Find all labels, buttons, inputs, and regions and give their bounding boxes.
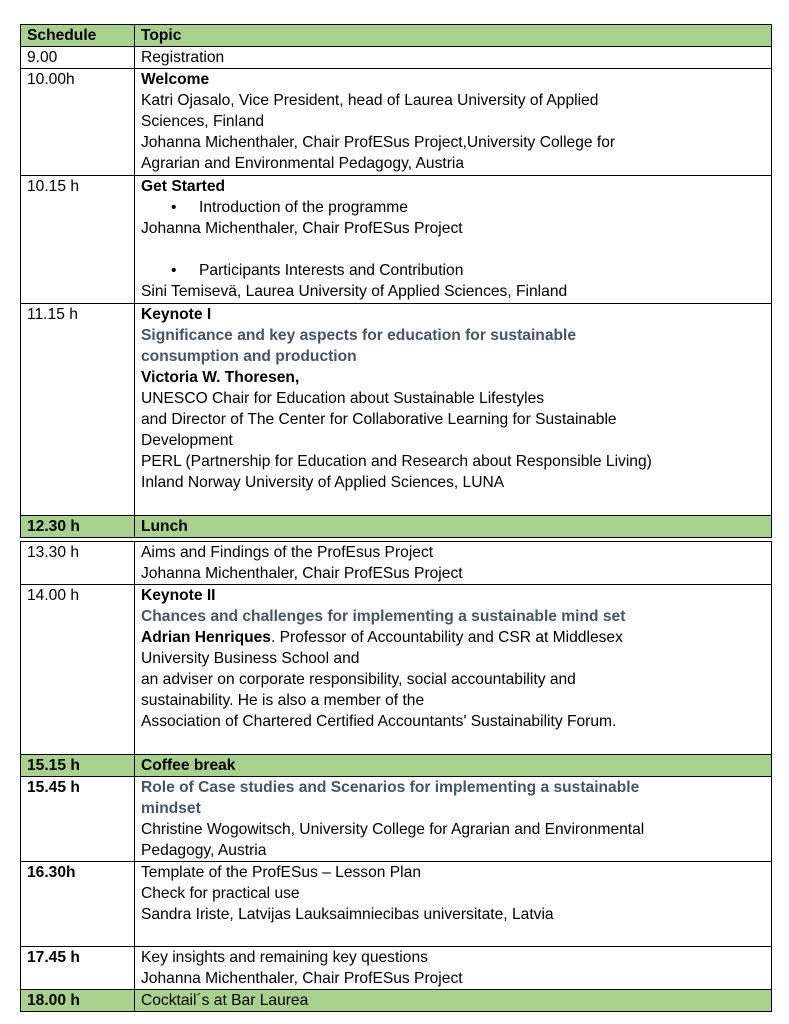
blank-line [141, 239, 771, 260]
speaker-line [141, 627, 771, 648]
keynote-title: consumption and production [141, 348, 357, 365]
bullet-icon: • [171, 262, 177, 279]
topic-line: an adviser on corporate responsibility, social accountability and [141, 671, 576, 688]
speaker-name: Victoria W. Thoresen, [141, 369, 300, 386]
table-row [21, 585, 772, 755]
header-row [21, 25, 772, 47]
topic-line: Sini Temisevä, Laurea University of Applied Sciences, Finland [141, 283, 568, 300]
time-cell: 13.30 h [21, 542, 135, 585]
time-cell: 17.45 h [21, 947, 135, 990]
time-cell: 10.15 h [21, 176, 135, 304]
speaker-name: Adrian Henriques [141, 629, 271, 646]
topic-cell: Lunch [135, 516, 772, 538]
table-row [21, 542, 772, 585]
topic-line: Johanna Michenthaler, Chair ProfESus Project,University College for [141, 134, 616, 151]
session-title: Get Started [141, 178, 226, 195]
topic-line: Association of Chartered Certified Accountants' Sustainability Forum. [141, 713, 617, 730]
bullet-item [141, 197, 771, 218]
session-title: Role of Case studies and Scenarios for implementing a sustainable [141, 779, 640, 796]
table-row [21, 516, 772, 538]
time-cell: 14.00 h [21, 585, 135, 755]
topic-cell [135, 585, 772, 755]
topic-cell [135, 47, 772, 69]
table-row [21, 304, 772, 516]
keynote-title: Chances and challenges for implementing a sustainable mind set [141, 608, 626, 625]
topic-cell [135, 304, 772, 516]
topic-line: Sandra Iriste, Latvijas Lauksaimniecibas universitate, Latvia [141, 906, 554, 923]
time-cell: 15.45 h [21, 777, 135, 862]
table-row [21, 755, 772, 777]
table-row [21, 947, 772, 990]
topic-line: UNESCO Chair for Education about Sustainable Lifestyles [141, 390, 545, 407]
bullet-icon: • [171, 199, 177, 216]
time-cell: 15.15 h [21, 755, 135, 777]
bullet-text: Participants Interests and Contribution [199, 262, 464, 279]
session-title: Keynote I [141, 306, 212, 323]
topic-line: sustainability. He is also a member of the [141, 692, 425, 709]
bullet-text: Introduction of the programme [199, 199, 408, 216]
table-row [21, 990, 772, 1012]
time-cell: 12.30 h [21, 516, 135, 538]
time-cell: 9.00 [21, 47, 135, 69]
schedule-table [20, 24, 772, 1012]
schedule-header: Schedule [21, 25, 135, 47]
topic-cell [135, 176, 772, 304]
table-row [21, 47, 772, 69]
topic-line: Check for practical use [141, 885, 300, 902]
topic-cell [135, 947, 772, 990]
topic-cell [135, 777, 772, 862]
time-cell: 11.15 h [21, 304, 135, 516]
speaker-description: . Professor of Accountability and CSR at Middlesex [270, 629, 623, 646]
keynote-title: Significance and key aspects for education for sustainable [141, 327, 577, 344]
table-row [21, 176, 772, 304]
topic-line: Johanna Michenthaler, Chair ProfESus Project [141, 970, 463, 987]
topic-line: Registration [141, 49, 225, 66]
bullet-item [141, 260, 771, 281]
topic-cell [135, 69, 772, 176]
topic-line: Key insights and remaining key questions [141, 949, 428, 966]
session-title: mindset [141, 800, 201, 817]
topic-line: Katri Ojasalo, Vice President, head of Laurea University of Applied [141, 92, 599, 109]
topic-line: Inland Norway University of Applied Sciences, LUNA [141, 474, 505, 491]
time-cell: 16.30h [21, 862, 135, 947]
table-row [21, 862, 772, 947]
topic-line: Christine Wogowitsch, University College for Agrarian and Environmental [141, 821, 645, 838]
time-cell: 10.00h [21, 69, 135, 176]
topic-line: Aims and Findings of the ProfEsus Project [141, 544, 434, 561]
topic-line: Template of the ProfESus – Lesson Plan [141, 864, 421, 881]
topic-cell [135, 862, 772, 947]
topic-cell: Cocktail´s at Bar Laurea [135, 990, 772, 1012]
topic-line: Development [141, 432, 233, 449]
topic-cell: Coffee break [135, 755, 772, 777]
session-title: Keynote II [141, 587, 216, 604]
topic-header: Topic [135, 25, 772, 47]
topic-line: Agrarian and Environmental Pedagogy, Austria [141, 155, 465, 172]
topic-line: Johanna Michenthaler, Chair ProfESus Project [141, 565, 463, 582]
topic-cell [135, 542, 772, 585]
topic-line: Pedagogy, Austria [141, 842, 267, 859]
table-row [21, 69, 772, 176]
topic-line: Sciences, Finland [141, 113, 265, 130]
topic-line: University Business School and [141, 650, 360, 667]
time-cell: 18.00 h [21, 990, 135, 1012]
table-row [21, 777, 772, 862]
topic-line: PERL (Partnership for Education and Research about Responsible Living) [141, 453, 652, 470]
session-title: Welcome [141, 71, 210, 88]
topic-line: Johanna Michenthaler, Chair ProfESus Project [141, 220, 463, 237]
topic-line: and Director of The Center for Collaborative Learning for Sustainable [141, 411, 617, 428]
